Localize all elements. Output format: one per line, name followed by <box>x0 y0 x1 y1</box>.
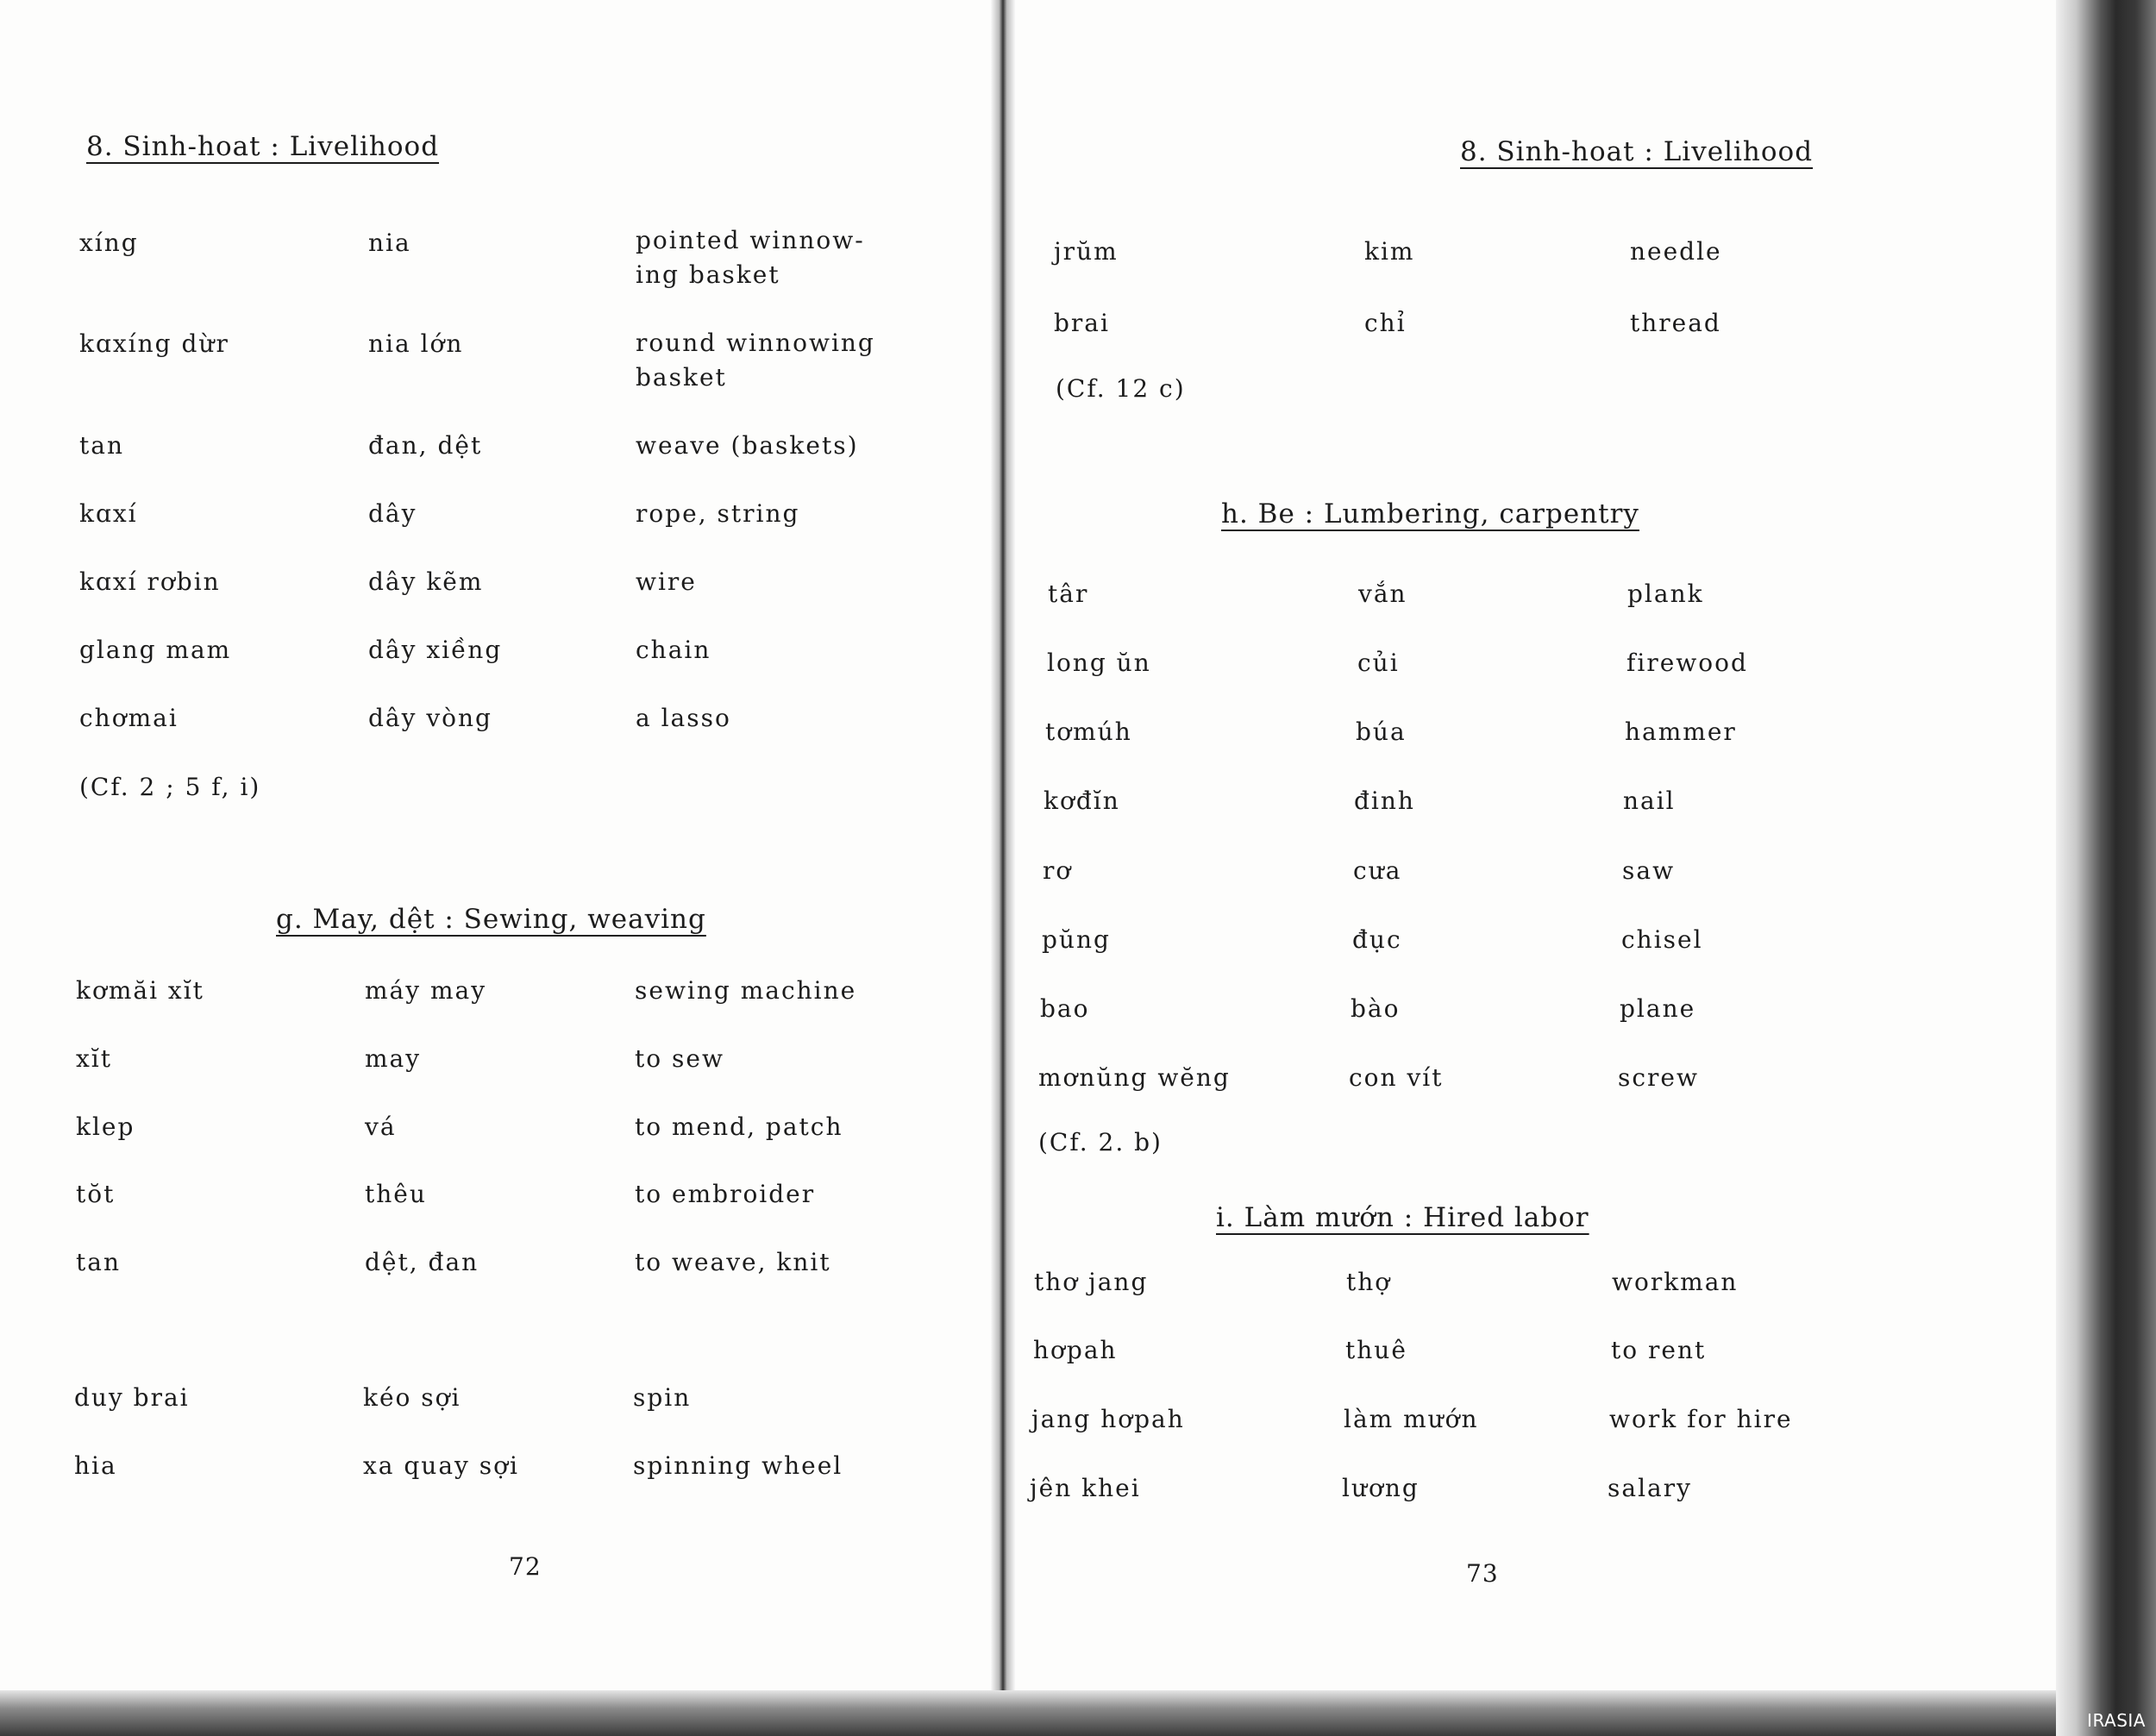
term: rơ <box>1043 856 1073 885</box>
vietnamese: củi <box>1357 649 1400 677</box>
vietnamese: con vít <box>1349 1063 1444 1092</box>
term: hia <box>74 1451 117 1480</box>
left-page-header: 8. Sinh-hoat : Livelihood <box>86 131 440 162</box>
term: mơnŭng wĕng <box>1038 1063 1231 1092</box>
vietnamese: dệt, đan <box>365 1248 479 1276</box>
term: klep <box>76 1112 135 1141</box>
english: to weave, knit <box>635 1248 831 1276</box>
english: workman <box>1612 1268 1739 1296</box>
list-item <box>1030 1474 1892 1512</box>
vietnamese: dây <box>368 499 417 528</box>
list-item <box>1054 309 1916 347</box>
term: brai <box>1054 309 1110 337</box>
list-item <box>79 499 942 537</box>
english: nail <box>1623 787 1676 815</box>
term: xĭt <box>76 1044 112 1073</box>
term: long ŭn <box>1047 649 1151 677</box>
english: a lasso <box>636 704 731 732</box>
english: thread <box>1630 309 1721 337</box>
vietnamese: nia <box>368 229 411 257</box>
term: tŏt <box>76 1180 116 1208</box>
cross-reference: (Cf. 2. b) <box>1038 1128 1163 1156</box>
english: spinning wheel <box>633 1451 843 1480</box>
cross-reference: (Cf. 2 ; 5 f, i) <box>79 773 261 801</box>
vietnamese: kéo sợi <box>363 1383 461 1412</box>
english: needle <box>1630 237 1722 266</box>
list-item <box>1034 1268 1896 1306</box>
section-title: i. Làm mướn : Hired labor <box>1216 1202 1589 1233</box>
list-item <box>74 1383 937 1421</box>
list-item <box>1033 1336 1896 1374</box>
list-item <box>1054 237 1916 275</box>
vietnamese: dây kẽm <box>368 567 484 596</box>
term: jrŭm <box>1054 237 1119 266</box>
english: weave (baskets) <box>636 431 859 460</box>
list-item <box>1040 994 1902 1032</box>
term: xíng <box>79 229 139 257</box>
term: tan <box>79 431 124 460</box>
vietnamese: làm mướn <box>1344 1405 1479 1433</box>
vietnamese: máy may <box>365 976 487 1005</box>
vietnamese: vá <box>365 1112 397 1141</box>
term: hơpah <box>1033 1336 1118 1364</box>
english: to mend, patch <box>635 1112 843 1141</box>
term: kɑxí rơbin <box>79 567 221 596</box>
english: firewood <box>1626 649 1748 677</box>
list-item <box>76 1248 938 1286</box>
english: rope, string <box>636 499 800 528</box>
list-item <box>76 1180 938 1218</box>
english: chain <box>636 636 711 664</box>
list-item <box>1045 718 1908 755</box>
page-number: 73 <box>1466 1559 1499 1588</box>
english: saw <box>1622 856 1676 885</box>
vietnamese: vắn <box>1358 580 1407 608</box>
list-item <box>1047 649 1909 686</box>
scan-bottom-edge <box>0 1690 2056 1736</box>
list-item <box>1038 1063 1901 1101</box>
right-page-header: 8. Sinh-hoat : Livelihood <box>1460 136 1814 167</box>
term: kơđĭn <box>1044 787 1120 815</box>
section-title: h. Be : Lumbering, carpentry <box>1221 498 1639 530</box>
list-item <box>76 1044 938 1082</box>
list-item <box>79 704 942 742</box>
term: jên khei <box>1030 1474 1141 1502</box>
list-item <box>1031 1405 1894 1443</box>
term: tơmúh <box>1045 718 1132 746</box>
english: salary <box>1608 1474 1692 1502</box>
vietnamese: xa quay sợi <box>363 1451 519 1480</box>
vietnamese: bào <box>1351 994 1401 1023</box>
list-item <box>76 1112 938 1150</box>
term: kɑxíng dừr <box>79 329 229 358</box>
english: to sew <box>635 1044 724 1073</box>
vietnamese: búa <box>1356 718 1407 746</box>
list-item <box>1044 787 1906 824</box>
vietnamese: kim <box>1364 237 1415 266</box>
english: to rent <box>1611 1336 1707 1364</box>
list-item <box>74 1451 937 1489</box>
vietnamese: dây xiềng <box>368 636 503 664</box>
english: sewing machine <box>635 976 857 1005</box>
vietnamese: thợ <box>1346 1268 1392 1296</box>
english: to embroider <box>635 1180 816 1208</box>
vietnamese: đan, dệt <box>368 431 483 460</box>
vietnamese: cưa <box>1353 856 1402 885</box>
vietnamese: may <box>365 1044 422 1073</box>
term: kơmăi xĭt <box>76 976 204 1005</box>
section-title: g. May, dệt : Sewing, weaving <box>276 904 706 935</box>
term: târ <box>1048 580 1089 608</box>
cross-reference: (Cf. 12 c) <box>1056 374 1186 403</box>
vietnamese: chỉ <box>1364 309 1407 337</box>
list-item <box>76 976 938 1014</box>
term: tan <box>76 1248 121 1276</box>
term: chơmai <box>79 704 179 732</box>
english: pointed winnow-ing basket <box>636 226 865 289</box>
list-item <box>1048 580 1910 617</box>
watermark: IRASIA <box>2087 1710 2146 1731</box>
english: plane <box>1620 994 1696 1023</box>
vietnamese: lương <box>1342 1474 1420 1502</box>
english: work for hire <box>1609 1405 1793 1433</box>
english: wire <box>636 567 697 596</box>
term: glang mam <box>79 636 232 664</box>
english: plank <box>1627 580 1704 608</box>
list-item <box>1043 856 1905 894</box>
term: bao <box>1040 994 1090 1023</box>
term: pŭng <box>1042 925 1111 954</box>
book-edge <box>2056 0 2156 1736</box>
list-item <box>79 636 942 674</box>
vietnamese: đinh <box>1354 787 1415 815</box>
term: duy brai <box>74 1383 190 1412</box>
list-item <box>79 226 942 298</box>
english: hammer <box>1625 718 1737 746</box>
english: round winnowing basket <box>636 329 875 392</box>
english: screw <box>1618 1063 1699 1092</box>
list-item <box>79 431 942 469</box>
vietnamese: nia lớn <box>368 329 464 358</box>
list-item <box>79 567 942 605</box>
vietnamese: đục <box>1352 925 1402 954</box>
english: spin <box>633 1383 692 1412</box>
term: thơ jang <box>1034 1268 1149 1296</box>
page-number: 72 <box>509 1552 542 1581</box>
term: kɑxí <box>79 499 138 528</box>
term: jang hơpah <box>1031 1405 1185 1433</box>
vietnamese: thêu <box>365 1180 427 1208</box>
english: chisel <box>1621 925 1703 954</box>
vietnamese: thuê <box>1345 1336 1407 1364</box>
list-item <box>79 329 942 398</box>
vietnamese: dây vòng <box>368 704 492 732</box>
list-item <box>1042 925 1904 963</box>
book-gutter <box>990 0 1016 1716</box>
